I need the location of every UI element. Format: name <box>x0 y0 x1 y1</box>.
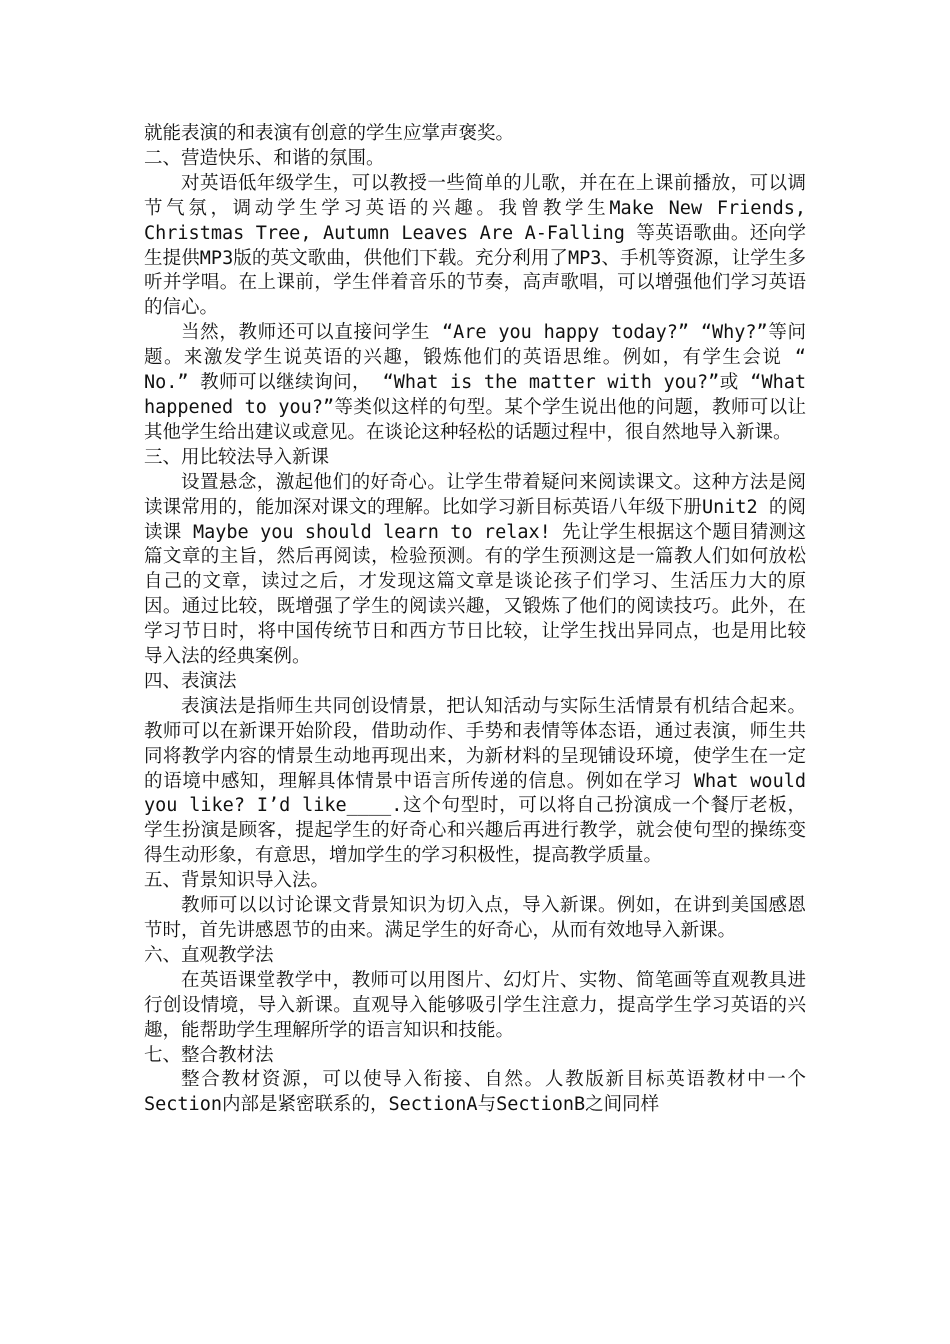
paragraph: 对英语低年级学生，可以教授一些简单的儿歌，并在在上课前播放，可以调节气氛，调动学生学习英语的兴趣。我曾教学生Make New Friends, Christmas Tree, Autumn Leaves Are A-Falling 等英语歌曲。还向学生提供MP3版的英文歌曲，供他们下载。充分利用了MP3、手机等资源，让学生多听并学唱。在上课前，学生伴着音乐的节奏，高声歌唱，可以增强他们学习英语的信心。 <box>144 172 806 319</box>
paragraph: 表演法是指师生共同创设情景，把认知活动与实际生活情景有机结合起来。教师可以在新课开始阶段，借助动作、手势和表情等体态语，通过表演，师生共同将教学内容的情景生动地再现出来，为新材料的呈现铺设环境，使学生在一定的语境中感知，理解具体情景中语言所传递的信息。例如在学习 What would you like? I’d like____.这个句型时，可以将自己扮演成一个餐厅老板，学生扮演是顾客，提起学生的好奇心和兴趣后再进行教学，就会使句型的操练变得生动形象，有意思，增加学生的学习积极性，提高教学质量。 <box>144 695 806 867</box>
section-heading-5: 五、背景知识导入法。 <box>144 870 330 892</box>
paragraph: 教师可以以讨论课文背景知识为切入点，导入新课。例如，在讲到美国感恩节时，首先讲感恩节的由来。满足学生的好奇心，从而有效地导入新课。 <box>144 895 806 941</box>
section-heading-3: 三、用比较法导入新课 <box>144 446 330 468</box>
section-heading-4: 四、表演法 <box>144 670 237 692</box>
section-heading-2: 二、营造快乐、和谐的氛围。 <box>144 147 385 169</box>
paragraph: 当然，教师还可以直接问学生 “Are you happy today?” “Why?”等问题。来激发学生说英语的兴趣，锻炼他们的英语思维。例如，有学生会说 “ No.” 教师可以继续询问， “What is the matter with you?”或 “What happened to you?”等类似这样的句型。某个学生说出他的问题，教师可以让其他学生给出建议或意见。在谈论这种轻松的话题过程中，很自然地导入新课。 <box>144 322 806 443</box>
paragraph: 整合教材资源，可以使导入衔接、自然。人教版新目标英语教材中一个Section内部是紧密联系的，SectionA与SectionB之间同样 <box>144 1069 806 1116</box>
paragraph-continued: 就能表演的和表演有创意的学生应掌声褒奖。 <box>144 123 515 144</box>
section-heading-7: 七、整合教材法 <box>144 1044 274 1066</box>
section-heading-6: 六、直观教学法 <box>144 944 274 966</box>
paragraph: 在英语课堂教学中，教师可以用图片、幻灯片、实物、简笔画等直观教具进行创设情境，导入新课。直观导入能够吸引学生注意力，提高学生学习英语的兴趣，能帮助学生理解所学的语言知识和技能。 <box>144 969 806 1041</box>
paragraph: 设置悬念，激起他们的好奇心。让学生带着疑问来阅读课文。这种方法是阅读课常用的，能加深对课文的理解。比如学习新目标英语八年级下册Unit2 的阅读课 Maybe you should learn to relax! 先让学生根据这个题目猜测这篇文章的主旨，然后再阅读，检验预测。有的学生预测这是一篇教人们如何放松自己的文章，读过之后，才发现这篇文章是谈论孩子们学习、生活压力大的原因。通过比较，既增强了学生的阅读兴趣，又锻炼了他们的阅读技巧。此外，在学习节日时，将中国传统节日和西方节日比较，让学生找出异同点，也是用比较导入法的经典案例。 <box>144 471 806 668</box>
document-body <box>144 122 806 1118</box>
